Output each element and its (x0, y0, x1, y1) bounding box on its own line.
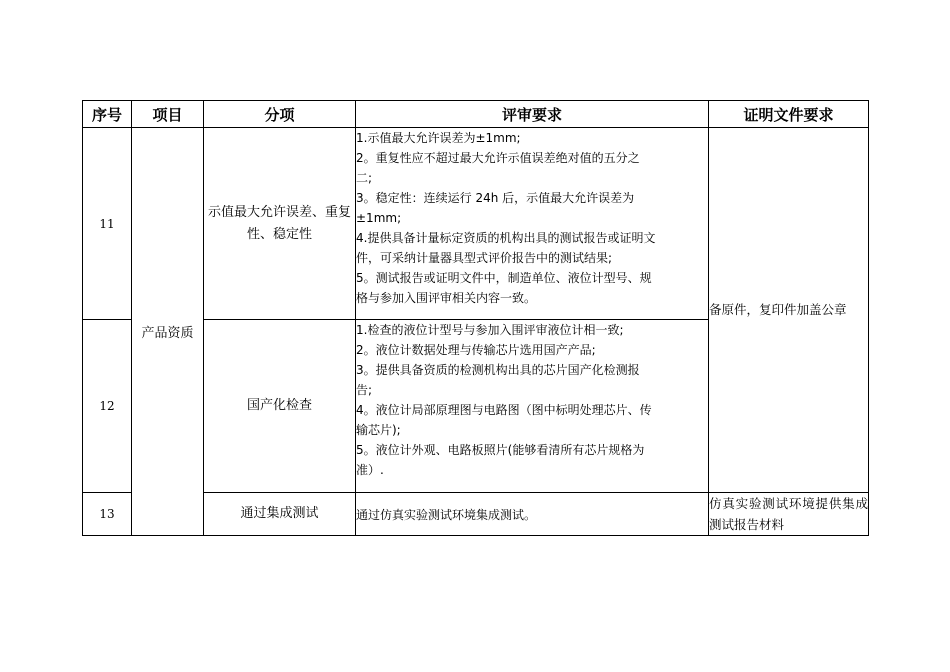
category-cell: 产品资质 (132, 128, 204, 536)
requirements-table (82, 100, 869, 536)
requirement-cell (356, 320, 709, 493)
requirement-cell (356, 128, 709, 320)
header-proof: 证明文件要求 (709, 101, 869, 128)
requirement-line: 二; (356, 171, 373, 185)
row-index: 13 (83, 493, 132, 536)
requirement-line: 3。提供具备资质的检测机构出具的芯片国产化检测报 (356, 363, 640, 377)
requirement-line: 5。测试报告或证明文件中，制造单位、液位计型号、规 (356, 271, 652, 285)
subitem-cell: 通过集成测试 (204, 493, 356, 536)
table-header-row (83, 101, 869, 128)
requirement-line: 件，可采纳计量器具型式评价报告中的测试结果; (356, 251, 613, 265)
proof-shared-cell: 备原件，复印件加盖公章 (709, 128, 869, 493)
requirement-line: 格与参加入围评审相关内容一致。 (356, 291, 537, 305)
subitem-cell: 示值最大允许误差、重复性、稳定性 (204, 128, 356, 320)
header-item: 项目 (132, 101, 204, 128)
row-index: 12 (83, 320, 132, 493)
requirement-line: 5。液位计外观、电路板照片(能够看清所有芯片规格为 (356, 443, 645, 457)
proof-cell: 仿真实验测试环境提供集成测试报告材料 (709, 493, 869, 536)
requirement-cell: 通过仿真实验测试环境集成测试。 (356, 493, 709, 536)
subitem-cell: 国产化检查 (204, 320, 356, 493)
requirement-line: ±1mm; (356, 211, 402, 225)
requirement-line: 4。液位计局部原理图与电路图（图中标明处理芯片、传 (356, 403, 652, 417)
table-row (83, 128, 869, 320)
requirement-line: 准）. (356, 463, 384, 477)
requirement-line: 4.提供具备计量标定资质的机构出具的测试报告或证明文 (356, 231, 656, 245)
header-subitem: 分项 (204, 101, 356, 128)
requirement-line: 告; (356, 383, 373, 397)
requirement-line: 2。液位计数据处理与传输芯片选用国产产品; (356, 343, 596, 357)
requirement-line: 2。重复性应不超过最大允许示值误差绝对值的五分之 (356, 151, 640, 165)
requirement-line: 输芯片); (356, 423, 401, 437)
header-requirement: 评审要求 (356, 101, 709, 128)
requirement-line: 1.检查的液位计型号与参加入围评审液位计相一致; (356, 323, 624, 337)
row-index: 11 (83, 128, 132, 320)
header-index: 序号 (83, 101, 132, 128)
requirement-line: 1.示值最大允许误差为±1mm; (356, 131, 521, 145)
requirement-line: 3。稳定性：连续运行 24h 后，示值最大允许误差为 (356, 191, 635, 205)
